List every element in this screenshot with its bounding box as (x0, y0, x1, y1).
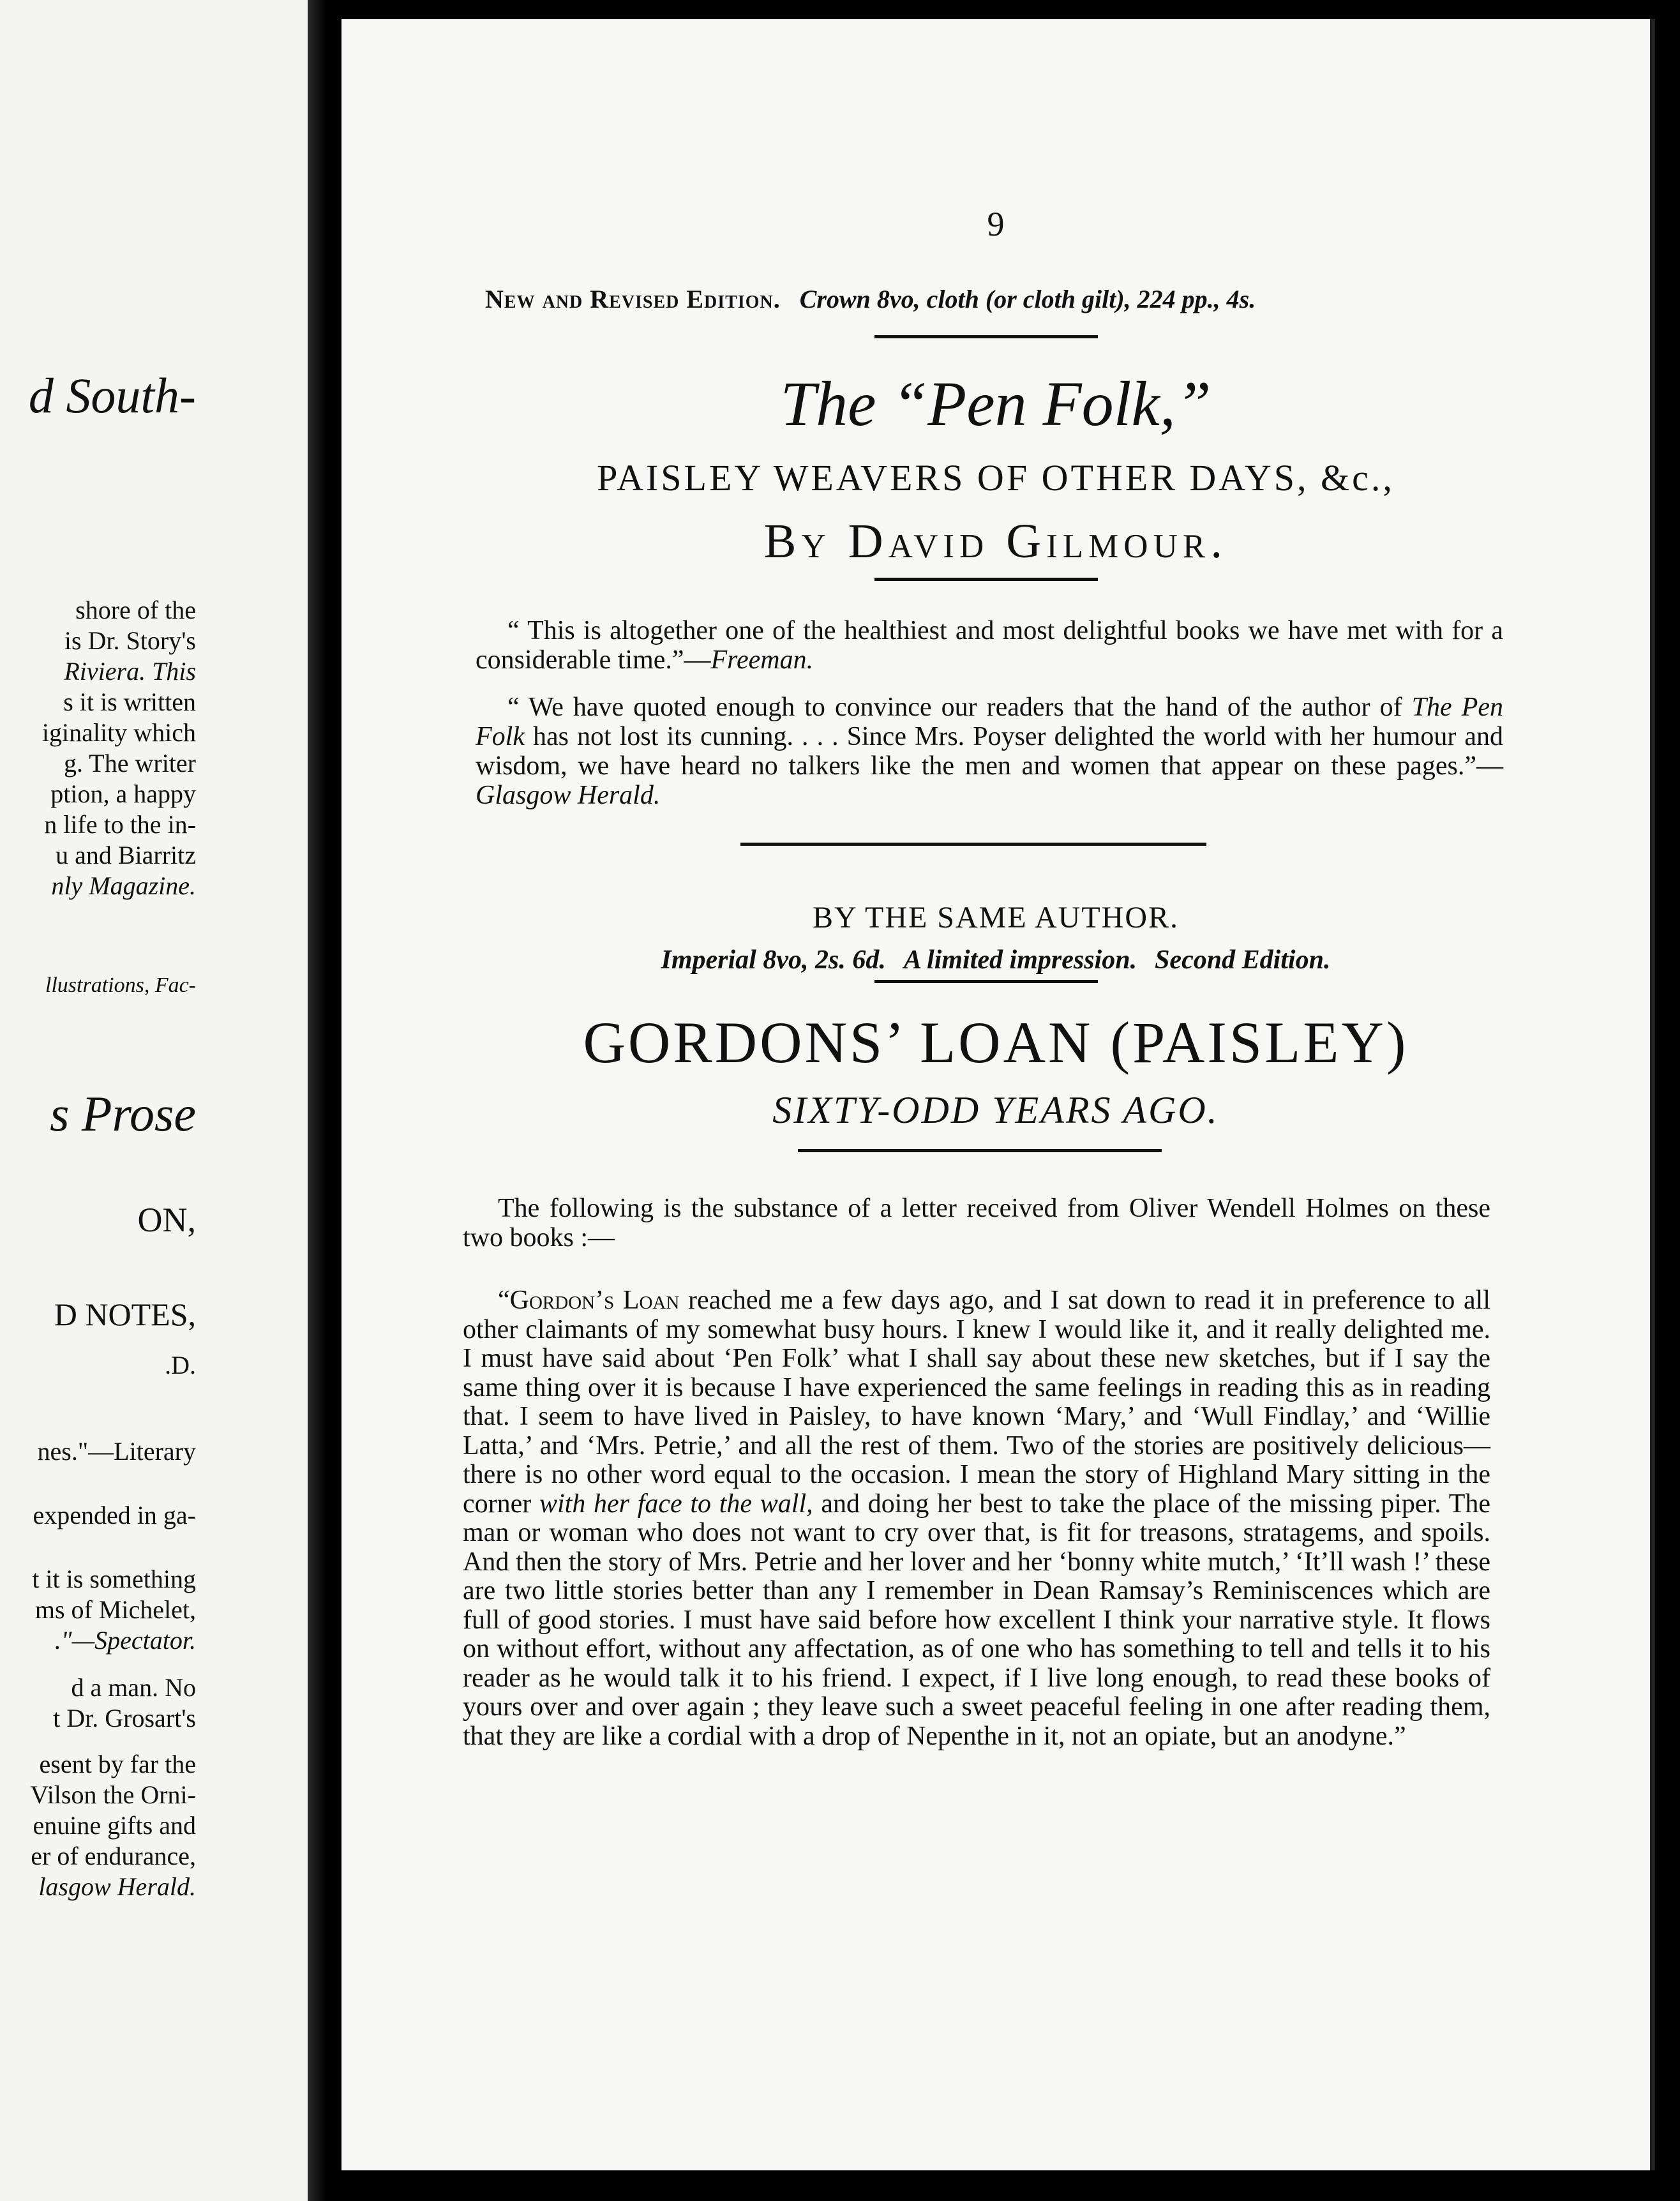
left-line: is Dr. Story's (64, 626, 196, 655)
left-line: ON, (137, 1201, 196, 1239)
left-line: shore of the (75, 596, 196, 624)
left-line: ption, a happy (50, 779, 196, 808)
left-line: g. The writer (64, 749, 196, 777)
left-line: nes."—Literary (37, 1437, 196, 1466)
left-line: s it is written (63, 687, 196, 716)
edition-text: Second Edition. (1155, 945, 1331, 975)
left-line: er of endurance, (31, 1842, 196, 1870)
book-author: By David Gilmour. (763, 515, 1228, 568)
left-line: t it is something (32, 1565, 196, 1593)
left-line: d South- (28, 368, 196, 423)
book-subtitle: PAISLEY WEAVERS OF OTHER DAYS, &c., (597, 457, 1395, 499)
book-title: The “Pen Folk,” (780, 368, 1211, 439)
letter-intro: The following is the substance of a letter received from Oliver Wendell Holmes on these two books :— (463, 1194, 1490, 1252)
left-line: d a man. No (71, 1673, 196, 1702)
main-page (341, 19, 1655, 2170)
left-line: ms of Michelet, (34, 1595, 196, 1624)
review-text: has not lost its cunning. . . . Since Mrs. Poyser delighted the world with her humour and wisdom, we have heard no talkers like the men and women that appear on these pages.”— (476, 722, 1503, 781)
page-number: 9 (987, 205, 1005, 243)
left-line: u and Biarritz (56, 841, 196, 869)
divider-rule (874, 578, 1098, 581)
review-text: “ This is altogether one of the healthiest and most delightful books we have met with for a considerable time.”— (476, 616, 1503, 675)
divider-rule (740, 843, 1206, 846)
letter-emphasis: with her face to the wall, (539, 1489, 813, 1519)
review-quote (476, 616, 1503, 675)
left-line: lasgow Herald. (38, 1872, 196, 1901)
left-line: t Dr. Grosart's (53, 1704, 196, 1732)
left-line: esent by far the (39, 1750, 196, 1778)
left-line: Vilson the Orni- (30, 1780, 196, 1809)
left-line: n life to the in- (44, 810, 196, 839)
page-gutter (308, 0, 338, 2201)
review-source: Glasgow Herald. (476, 781, 661, 810)
left-line: expended in ga- (33, 1501, 196, 1529)
left-line: enuine gifts and (33, 1811, 196, 1840)
left-page-fragment (0, 0, 308, 2201)
review-text: “ We have quoted enough to convince our readers that the hand of the author of (507, 693, 1412, 722)
review-quote (476, 693, 1503, 810)
impression-text: A limited impression. (903, 945, 1137, 975)
review-book-title: The Pen Folk (476, 693, 1504, 751)
letter-text: and doing her best to take the place of the missing piper. The man or woman who does not want to cry over that, is fit for treasons, stratagems, and spoils. And then the story of Mrs. Petrie and her lover and her ‘bonny white mutch,’ ‘It’ll wash !’ these are two little stories better than any I remember in Dean Ramsay’s Reminiscences which are full of good stories. I must have said before how excellent I think your narrative style. It flows on without effort, without any affectation, as of one who has something to tell and tells it to his reader as he would talk it to his friend. I expect, if I live long enough, to read these books of yours over and over again ; they leave such a sweet peaceful feeling in one after reading them, that they are like a cordial with a drop of Nepenthe in it, not an opiate, but an anodyne.” (463, 1489, 1490, 1751)
edition-details (341, 945, 1650, 975)
review-source: Freeman. (710, 645, 814, 675)
left-line: .D. (165, 1351, 196, 1379)
format-text: Imperial 8vo, 2s. 6d. (661, 945, 886, 975)
left-line: D NOTES, (54, 1296, 196, 1332)
letter-lead: “Gordon’s Loan (498, 1286, 680, 1315)
edition-details: Crown 8vo, cloth (or cloth gilt), 224 pp., 4s. (799, 285, 1256, 313)
divider-rule (798, 1149, 1162, 1152)
left-line: Riviera. This (64, 657, 196, 686)
section-heading: BY THE SAME AUTHOR. (812, 901, 1180, 935)
left-line: s Prose (50, 1086, 196, 1141)
letter-text: reached me a few days ago, and I sat down to read it in preference to all other claimants of my somewhat busy hours. I knew I would like it, and it really delighted me. I must have said about ‘Pen Folk’ what I shall say about these new sketches, but if I say the same thing over it is because I have experienced the same feelings in reading this as in reading that. I seem to have lived in Paisley, to have known ‘Mary,’ and ‘Wull Findlay,’ and ‘Willie Latta,’ and ‘Mrs. Petrie,’ and all the rest of them. Two of the stories are positively delicious—there is no other word equal to the occasion. I mean the story of Highland Mary sitting in the corner (463, 1286, 1491, 1519)
letter-quote (463, 1286, 1490, 1751)
book-subtitle: SIXTY-ODD YEARS AGO. (772, 1089, 1219, 1131)
edition-label: New and Revised Edition. (485, 285, 781, 313)
book-title: GORDONS’ LOAN (PAISLEY) (583, 1010, 1409, 1075)
left-line: iginality which (41, 718, 196, 747)
divider-rule (874, 980, 1098, 983)
left-line: llustrations, Fac- (45, 973, 196, 997)
divider-rule (874, 335, 1098, 338)
left-line: nly Magazine. (51, 871, 196, 900)
edition-line (485, 284, 1256, 314)
left-line: ."—Spectator. (54, 1626, 196, 1655)
